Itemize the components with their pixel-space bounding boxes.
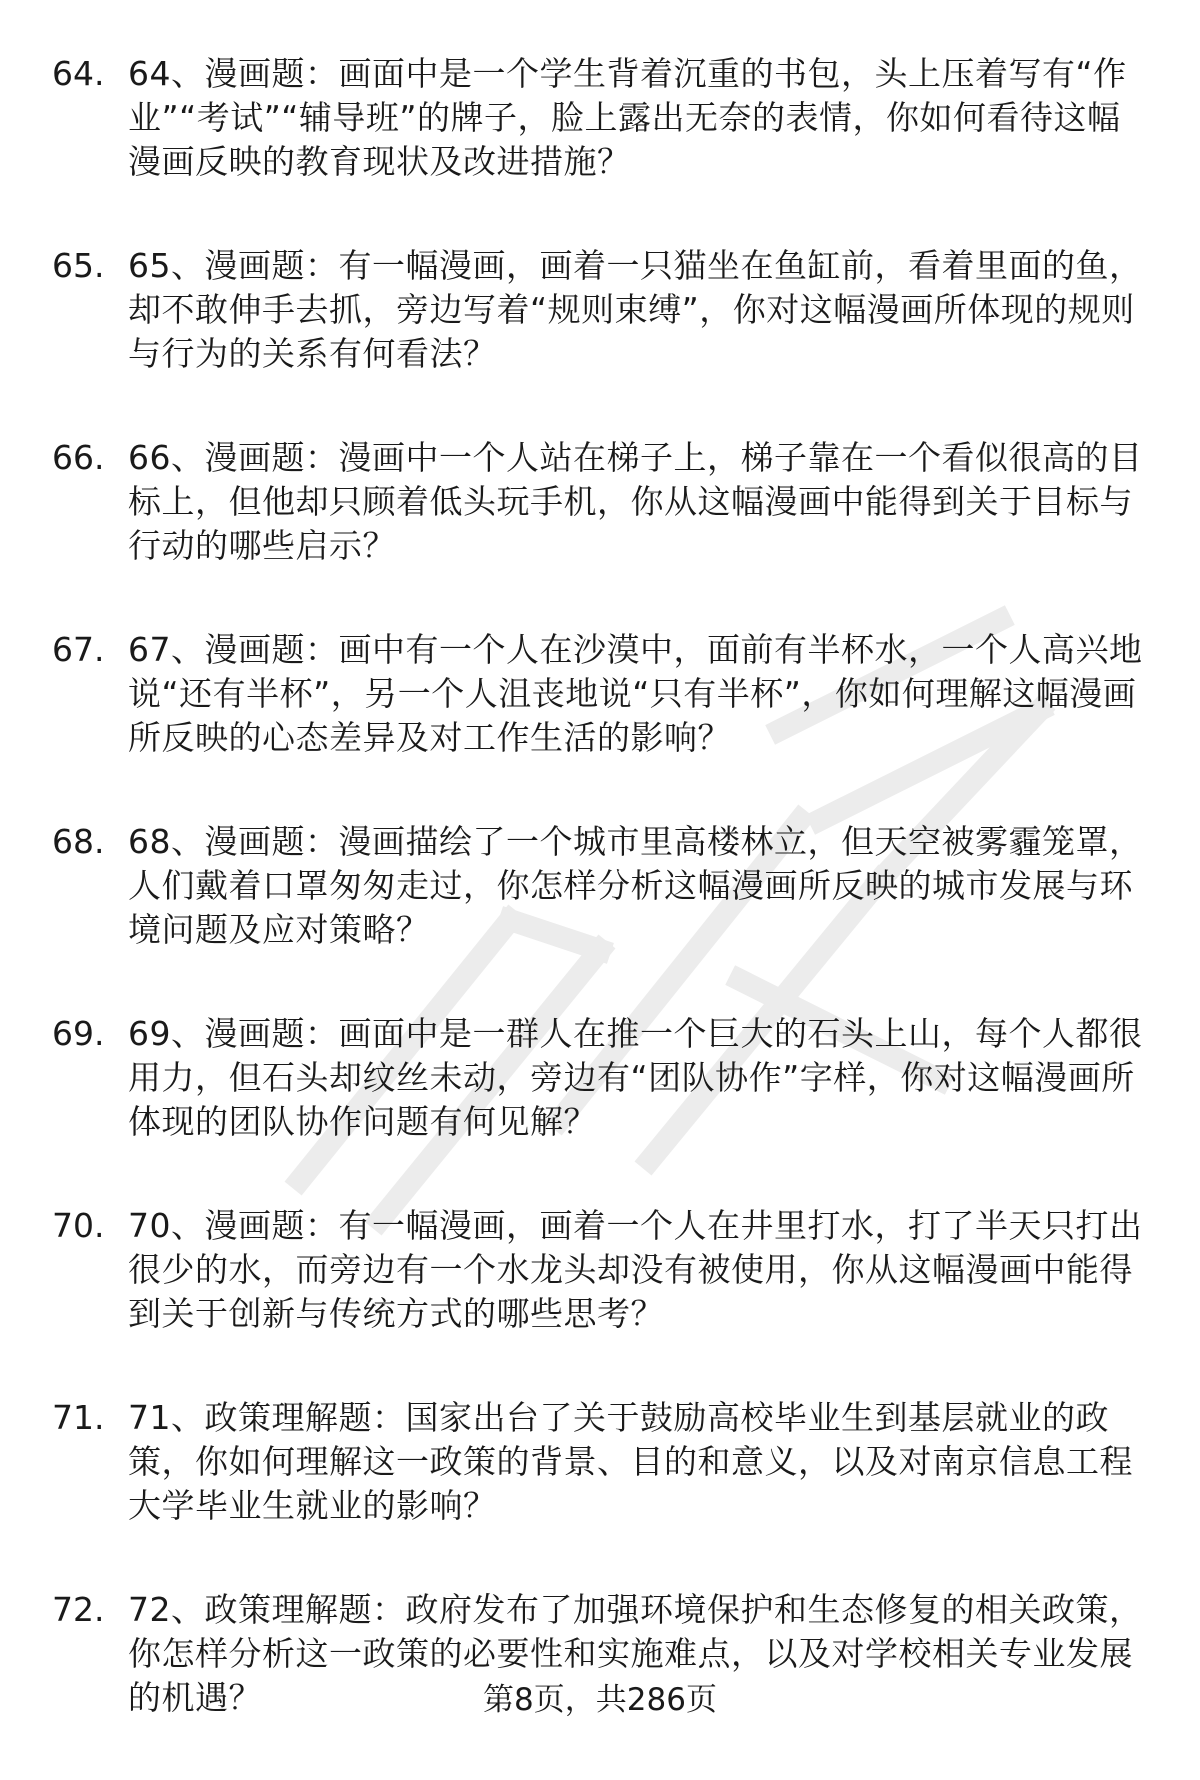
question-item xyxy=(0,436,1200,628)
question-item xyxy=(0,1012,1200,1204)
page-footer: 第8页，共286页 xyxy=(483,1682,717,1718)
question-text: 67、漫画题：画中有一个人在沙漠中，面前有半杯水，一个人高兴地说“还有半杯”，另一个人沮丧地说“只有半杯”，你如何理解这幅漫画所反映的心态差异及对工作生活的影响？ xyxy=(128,630,1143,757)
question-item xyxy=(0,820,1200,1012)
question-number: 64. xyxy=(52,54,105,93)
question-number: 70. xyxy=(52,1206,105,1245)
question-list xyxy=(0,52,1200,1780)
question-number: 65. xyxy=(52,246,105,285)
question-item xyxy=(0,1396,1200,1588)
question-number: 67. xyxy=(52,630,105,669)
question-text: 66、漫画题：漫画中一个人站在梯子上，梯子靠在一个看似很高的目标上，但他却只顾着低头玩手机，你从这幅漫画中能得到关于目标与行动的哪些启示？ xyxy=(128,438,1143,565)
question-number: 71. xyxy=(52,1398,105,1437)
question-number: 69. xyxy=(52,1014,105,1053)
question-text: 64、漫画题：画面中是一个学生背着沉重的书包，头上压着写有“作业”“考试”“辅导班”的牌子，脸上露出无奈的表情，你如何看待这幅漫画反映的教育现状及改进措施？ xyxy=(128,54,1127,181)
question-item xyxy=(0,628,1200,820)
question-number: 66. xyxy=(52,438,105,477)
question-item xyxy=(0,52,1200,244)
question-text: 70、漫画题：有一幅漫画，画着一个人在井里打水，打了半天只打出很少的水，而旁边有一个水龙头却没有被使用，你从这幅漫画中能得到关于创新与传统方式的哪些思考？ xyxy=(128,1206,1143,1333)
question-item xyxy=(0,244,1200,436)
question-number: 72. xyxy=(52,1590,105,1629)
question-text: 65、漫画题：有一幅漫画，画着一只猫坐在鱼缸前，看着里面的鱼，却不敢伸手去抓，旁边写着“规则束缚”，你对这幅漫画所体现的规则与行为的关系有何看法？ xyxy=(128,246,1143,373)
question-text: 68、漫画题：漫画描绘了一个城市里高楼林立，但天空被雾霾笼罩，人们戴着口罩匆匆走过，你怎样分析这幅漫画所反映的城市发展与环境问题及应对策略？ xyxy=(128,822,1143,949)
question-text: 72、政策理解题：政府发布了加强环境保护和生态修复的相关政策，你怎样分析这一政策的必要性和实施难点，以及对学校相关专业发展的机遇？ xyxy=(128,1590,1143,1717)
question-item xyxy=(0,1204,1200,1396)
question-text: 69、漫画题：画面中是一群人在推一个巨大的石头上山，每个人都很用力，但石头却纹丝未动，旁边有“团队协作”字样，你对这幅漫画所体现的团队协作问题有何见解？ xyxy=(128,1014,1143,1141)
question-text: 71、政策理解题：国家出台了关于鼓励高校毕业生到基层就业的政策，你如何理解这一政策的背景、目的和意义，以及对南京信息工程大学毕业生就业的影响？ xyxy=(128,1398,1133,1525)
question-number: 68. xyxy=(52,822,105,861)
